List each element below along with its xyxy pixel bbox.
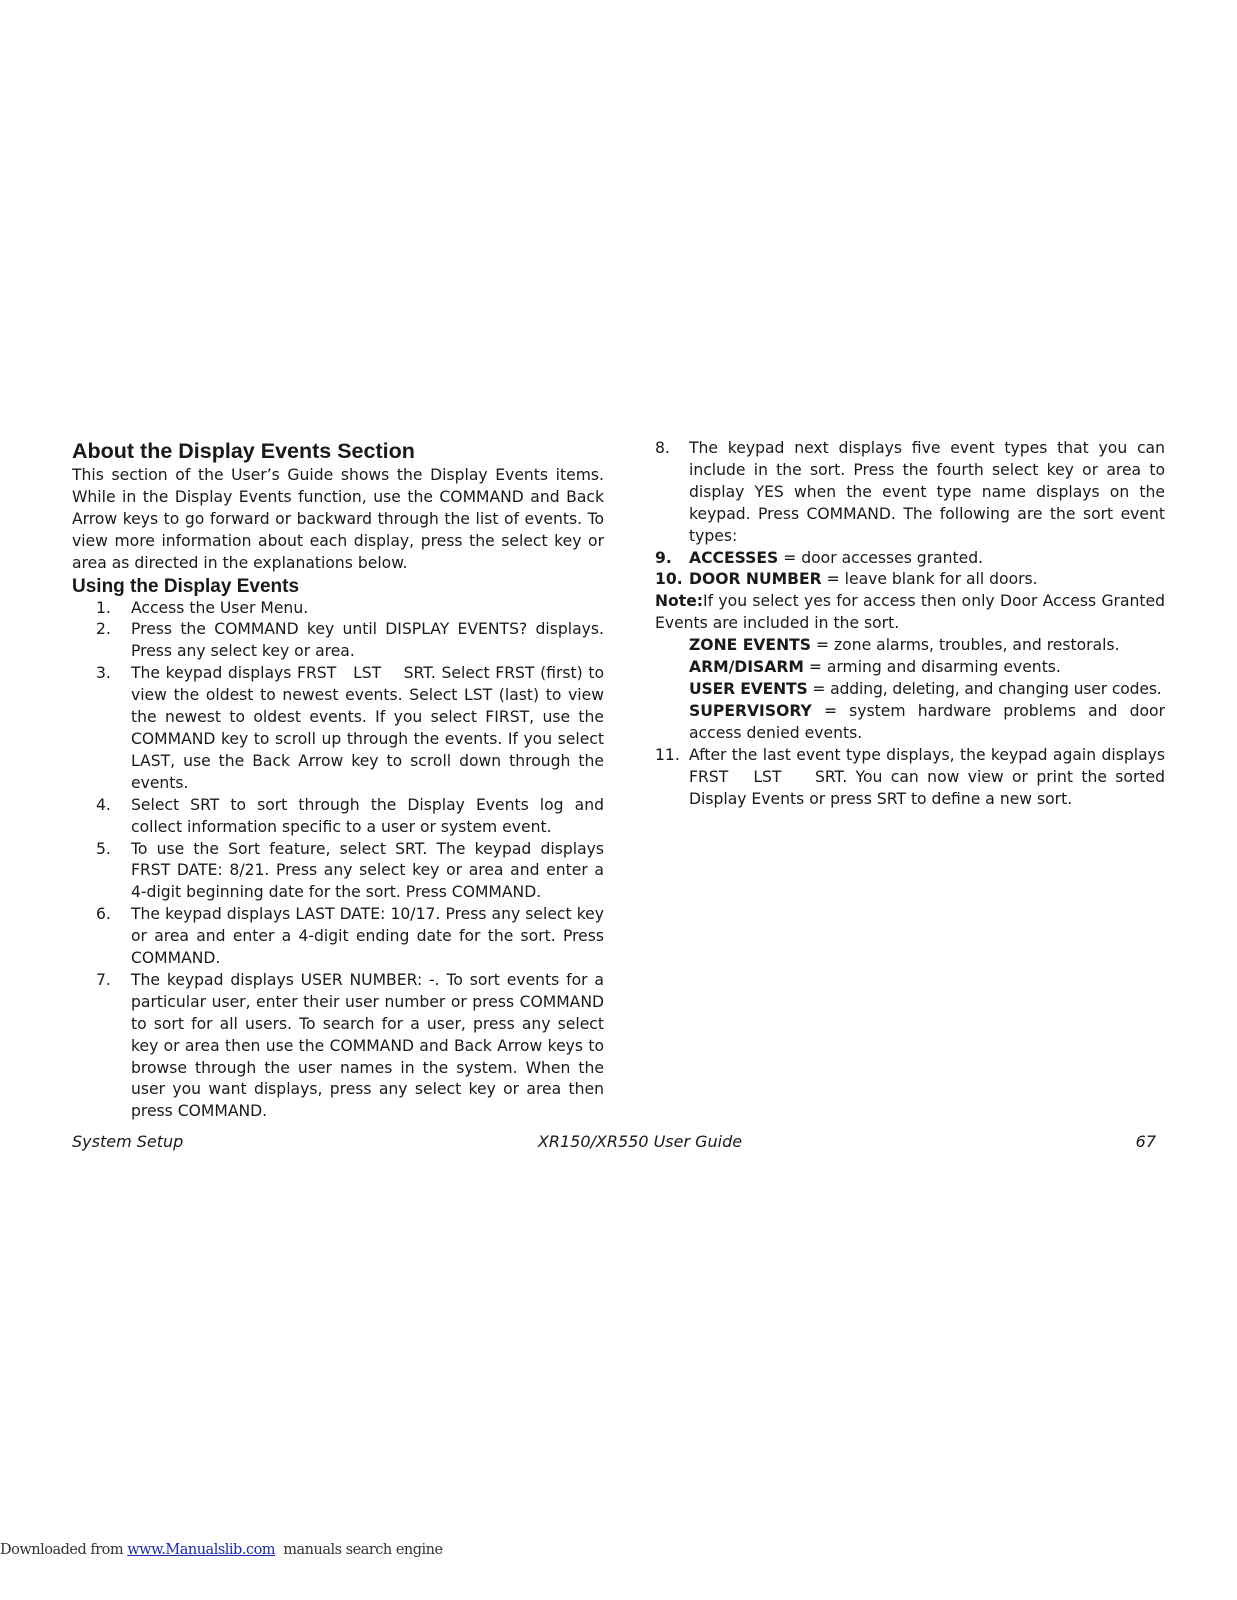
step-number: 5.	[96, 839, 111, 858]
download-prefix: Downloaded from	[0, 1542, 128, 1558]
section-heading: About the Display Events Section	[72, 439, 415, 463]
step-text: The keypad next displays five event types that you can include in the sort. Press the fourth select key or area to display YES when the event type name displays on the keypad. Press COMMAND. The following are the sort event types:	[689, 439, 1165, 545]
step-number: 10.	[655, 570, 683, 589]
event-type-desc: = door accesses granted.	[778, 548, 984, 567]
list-item	[655, 548, 1165, 570]
step-number: 4.	[96, 795, 111, 814]
step-number: 11.	[655, 745, 680, 764]
step-text: The keypad displays LAST DATE: 10/17. Press any select key or area and enter a 4-digit ending date for the sort. Press COMMAND.	[131, 905, 604, 968]
list-item	[72, 795, 604, 839]
definition-item	[655, 701, 1165, 745]
manualslib-link[interactable]: www.Manualslib.com	[127, 1542, 276, 1558]
step-number: 1.	[96, 598, 111, 617]
list-item	[655, 745, 1170, 811]
step-number: 6.	[96, 905, 111, 924]
list-item	[72, 619, 604, 663]
note-paragraph	[655, 591, 1165, 635]
note-text: If you select yes for access then only Door Access Granted Events are included in the sort.	[655, 592, 1165, 633]
step-number: 9.	[655, 548, 672, 567]
step-number: 2.	[96, 620, 111, 639]
note-label: Note:	[655, 592, 704, 611]
step-text: The keypad displays FRST LST SRT. Select FRST (first) to view the oldest to newest events. Select LST (last) to view the newest to oldest events. If you select FIRST, use the COMMAND key to scroll up through the events. If you select LAST, use the Back Arrow key to scroll down through the events.	[131, 664, 609, 792]
event-type-desc: = leave blank for all doors.	[821, 570, 1038, 589]
event-type-term: DOOR NUMBER	[689, 570, 822, 589]
right-column	[655, 438, 1170, 810]
footer-section-name: System Setup	[72, 1132, 184, 1151]
event-type-desc: = arming and disarming events.	[803, 658, 1061, 677]
definition-item	[655, 679, 1165, 701]
footer-guide-title: XR150/XR550 User Guide	[537, 1132, 743, 1151]
event-type-term: ACCESSES	[689, 548, 779, 567]
list-item	[655, 569, 1165, 591]
list-item	[72, 970, 604, 1123]
step-text: Press the COMMAND key until DISPLAY EVENTS? displays. Press any select key or area.	[131, 620, 604, 661]
subsection-heading: Using the Display Events	[72, 575, 300, 597]
download-banner	[0, 1542, 443, 1558]
list-item	[72, 839, 604, 905]
list-item	[655, 438, 1165, 548]
left-column	[72, 438, 609, 1123]
step-number: 7.	[96, 970, 111, 989]
definition-item	[655, 635, 1165, 657]
event-type-term: ZONE EVENTS	[689, 636, 811, 655]
step-text: Select SRT to sort through the Display Events log and collect information specific to a user or system event.	[131, 795, 604, 836]
step-text: Access the User Menu.	[131, 598, 309, 617]
step-text: To use the Sort feature, select SRT. The keypad displays FRST DATE: 8/21. Press any select key or area and enter a 4-digit beginning date for the sort. Press COMMAND.	[131, 839, 604, 902]
event-type-term: USER EVENTS	[689, 679, 808, 698]
event-type-desc: = adding, deleting, and changing user codes.	[807, 679, 1162, 698]
page-number: 67	[1135, 1132, 1156, 1151]
step-text: After the last event type displays, the keypad again displays FRST LST SRT. You can now view or print the sorted Display Events or press SRT to define a new sort.	[689, 745, 1170, 808]
intro-paragraph: This section of the User’s Guide shows the Display Events items. While in the Display Events function, use the COMMAND and Back Arrow keys to go forward or backward through the list of events. To view more information about each display, press the select key or area as directed in the explanations below.	[72, 466, 604, 572]
step-number: 3.	[96, 664, 111, 683]
event-type-desc: = zone alarms, troubles, and restorals.	[811, 636, 1120, 655]
event-type-desc: = system hardware problems and door access denied events.	[689, 701, 1165, 742]
definition-item	[655, 657, 1165, 679]
step-number: 8.	[655, 439, 670, 457]
event-type-term: SUPERVISORY	[689, 701, 812, 720]
download-suffix: manuals search engine	[275, 1542, 443, 1558]
list-item	[72, 598, 604, 620]
step-text: The keypad displays USER NUMBER: -. To sort events for a particular user, enter their user number or press COMMAND to sort for all users. To search for a user, press any select key or area then use the COMMAND and Back Arrow keys to browse through the user names in the system. When the user you want displays, press any select key or area then press COMMAND.	[131, 970, 604, 1121]
event-type-term: ARM/DISARM	[689, 658, 804, 677]
list-item	[72, 663, 609, 794]
list-item	[72, 904, 604, 970]
steps-list	[72, 598, 609, 1124]
